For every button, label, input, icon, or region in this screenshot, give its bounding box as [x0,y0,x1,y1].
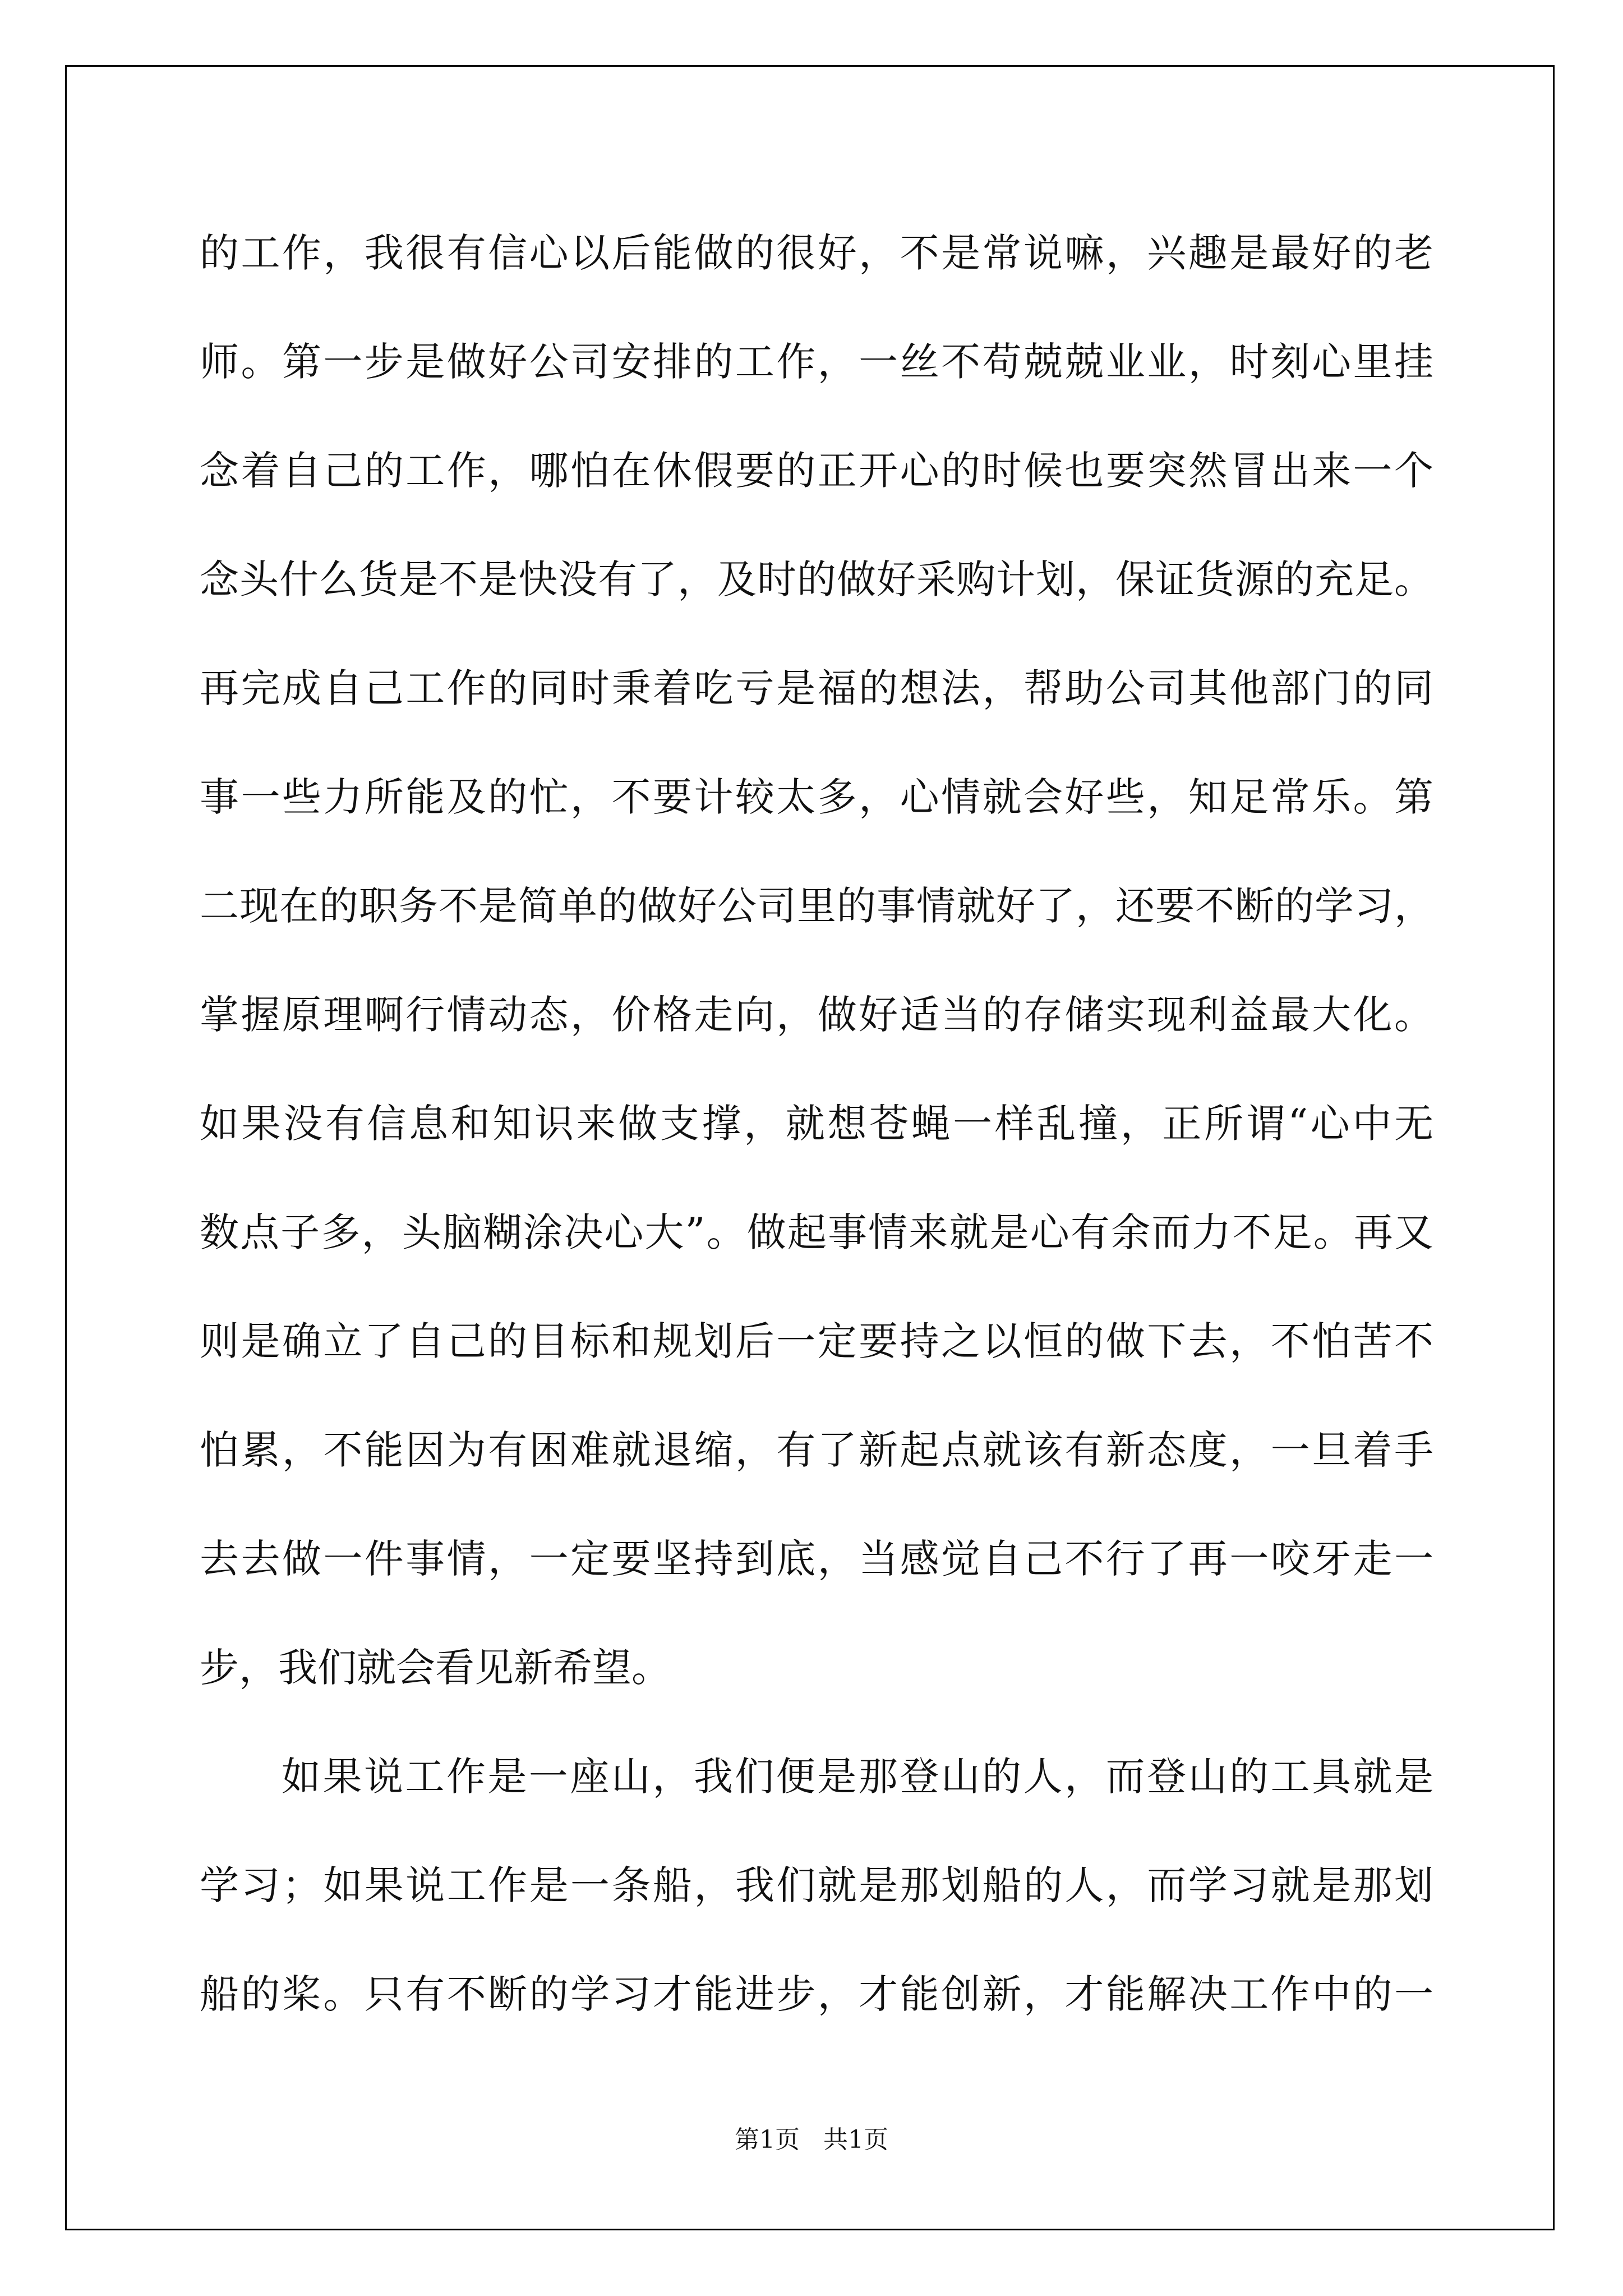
paragraph-line: 船的桨。只有不断的学习才能进步，才能创新，才能解决工作中的一 [200,1971,1433,2017]
paragraph-line: 怕累，不能因为有困难就退缩，有了新起点就该有新态度，一旦着手 [200,1427,1433,1473]
paragraph-line: 则是确立了自己的目标和规划后一定要持之以恒的做下去，不怕苦不 [200,1318,1433,1364]
page-footer: 第1页 共1页 [735,2125,888,2154]
paragraph-line: 师。第一步是做好公司安排的工作，一丝不苟兢兢业业，时刻心里挂 [200,339,1433,385]
paragraph-line: 如果没有信息和知识来做支撑，就想苍蝇一样乱撞，正所谓“心中无 [200,1101,1433,1147]
document-body [200,220,1433,2070]
paragraph-line: 去去做一件事情，一定要坚持到底，当感觉自己不行了再一咬牙走一 [200,1536,1433,1582]
paragraph-line: 如果说工作是一座山，我们便是那登山的人，而登山的工具就是 [282,1754,1433,1800]
paragraph-line: 念头什么货是不是快没有了，及时的做好采购计划，保证货源的充足。 [200,556,1433,602]
paragraph-line: 学习；如果说工作是一条船，我们就是那划船的人，而学习就是那划 [200,1862,1433,1908]
paragraph-line: 数点子多，头脑糊涂决心大”。做起事情来就是心有余而力不足。再又 [200,1209,1433,1255]
paragraph-line: 二现在的职务不是简单的做好公司里的事情就好了，还要不断的学习， [200,883,1433,929]
paragraph-line: 步，我们就会看见新希望。 [200,1645,671,1691]
paragraph-line: 掌握原理啊行情动态，价格走向，做好适当的存储实现利益最大化。 [200,992,1433,1038]
paragraph-line: 再完成自己工作的同时秉着吃亏是福的想法，帮助公司其他部门的同 [200,665,1433,711]
paragraph-line: 的工作，我很有信心以后能做的很好，不是常说嘛，兴趣是最好的老 [200,230,1433,276]
paragraph-line: 念着自己的工作，哪怕在休假要的正开心的时候也要突然冒出来一个 [200,448,1433,494]
paragraph-line: 事一些力所能及的忙，不要计较太多，心情就会好些，知足常乐。第 [200,774,1433,820]
